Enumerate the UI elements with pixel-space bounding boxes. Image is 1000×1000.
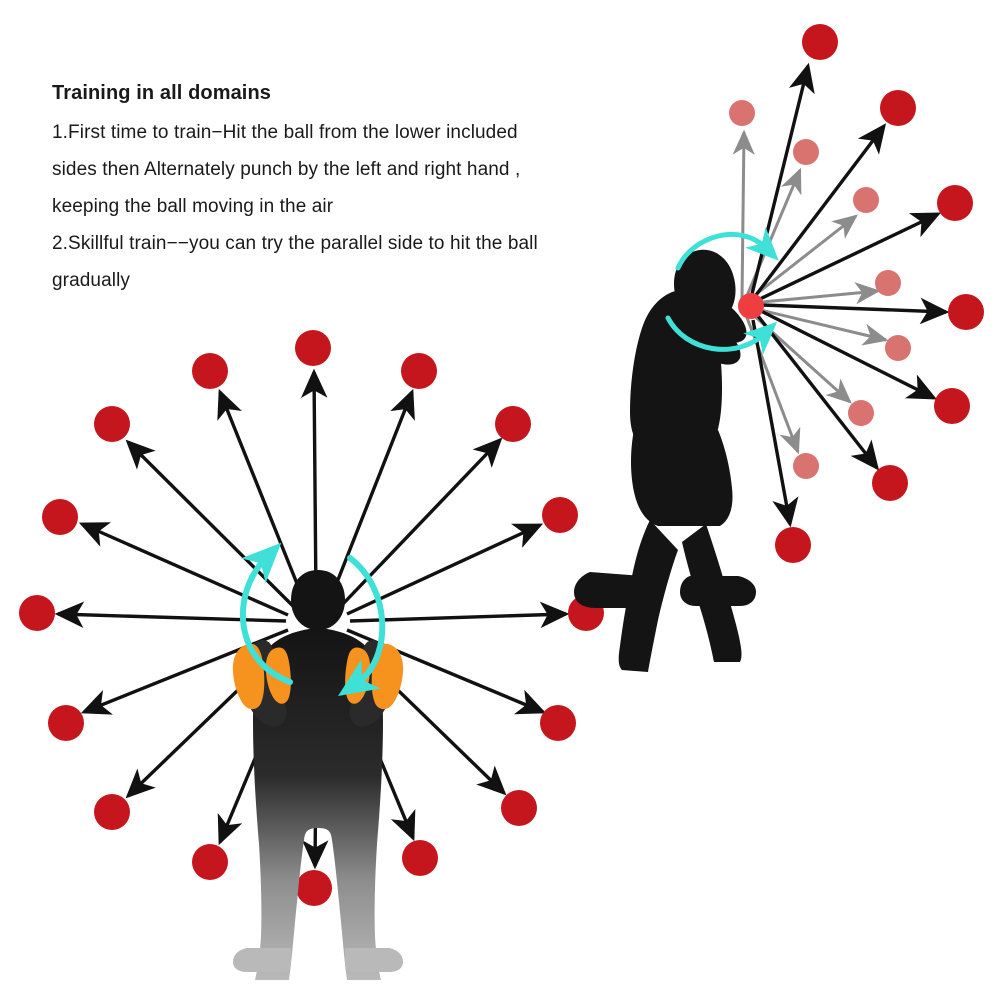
target-ball-ghost — [848, 400, 874, 426]
head-mounted-ball — [738, 293, 764, 319]
target-ball — [401, 353, 437, 389]
target-ball-ghost — [875, 270, 901, 296]
instructions-line-1: 1.First time to train−Hit the ball from the lower included — [52, 122, 518, 143]
target-ball — [295, 330, 331, 366]
target-ball — [501, 790, 537, 826]
target-ball — [402, 840, 438, 876]
target-ball-ghost — [793, 453, 819, 479]
instructions-line-4: 2.Skillful train−−you can try the parallel side to hit the ball — [52, 233, 538, 254]
target-ball — [542, 497, 578, 533]
target-ball — [94, 794, 130, 830]
target-ball — [48, 705, 84, 741]
target-ball — [872, 465, 908, 501]
instructions-line-5: gradually — [52, 270, 131, 291]
target-ball — [94, 406, 130, 442]
target-ball-ghost — [729, 100, 755, 126]
target-ball — [19, 595, 55, 631]
target-ball — [948, 294, 984, 330]
target-ball — [495, 406, 531, 442]
instructions-title: Training in all domains — [52, 82, 271, 104]
target-ball — [192, 353, 228, 389]
boxer-front-view — [233, 570, 403, 980]
instructions-line-3: keeping the ball moving in the air — [52, 196, 334, 217]
instructions-block — [52, 78, 652, 299]
target-ball — [934, 388, 970, 424]
target-ball-ghost — [885, 335, 911, 361]
target-ball — [42, 499, 78, 535]
target-ball — [802, 24, 838, 60]
target-ball — [775, 527, 811, 563]
target-ball-ghost — [853, 187, 879, 213]
target-ball — [192, 844, 228, 880]
target-ball — [540, 705, 576, 741]
target-ball — [880, 90, 916, 126]
instructions-line-2: sides then Alternately punch by the left and right hand , — [52, 159, 521, 180]
target-ball-ghost — [793, 139, 819, 165]
target-ball — [937, 185, 973, 221]
target-ball — [296, 870, 332, 906]
